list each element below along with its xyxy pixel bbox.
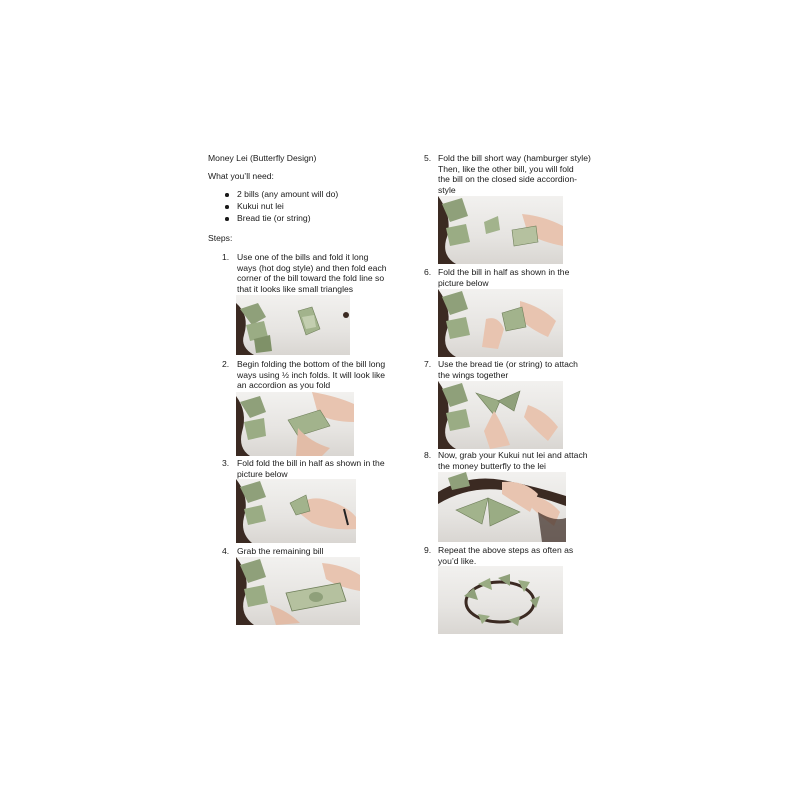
material-item: Bread tie (or string) [237, 213, 311, 223]
step-text-line: style [438, 184, 456, 195]
step-text-line: Begin folding the bottom of the bill long [237, 359, 386, 369]
step-text-line: Now, grab your Kukui nut lei and attach [438, 450, 588, 460]
step-text-line: Then, like the other bill, you will fold [438, 163, 574, 174]
step-text-line: you’d like. [438, 555, 477, 566]
bullet-icon [225, 217, 229, 221]
step-text-line: ways (hot dog style) and then fold each [237, 262, 387, 273]
step-5-photo [438, 196, 563, 264]
step-2-photo [236, 392, 354, 456]
step-text-line: the wings together [438, 369, 509, 380]
step-number: 6. [424, 267, 432, 277]
step-3-photo [236, 479, 356, 543]
material-item: 2 bills (any amount will do) [237, 189, 339, 199]
step-text-line: the money butterfly to the lei [438, 460, 546, 471]
materials-heading: What you’ll need: [208, 171, 274, 181]
step-text-line: Fold the bill short way (hamburger style) [438, 153, 591, 163]
step-text-line: Fold fold the bill in half as shown in the [237, 458, 385, 468]
step-text-line: picture below [237, 468, 288, 479]
step-number: 5. [424, 153, 432, 163]
step-text-line: Use one of the bills and fold it long [237, 252, 369, 262]
step-text-line: Grab the remaining bill [237, 546, 324, 556]
step-1-photo [236, 295, 350, 355]
step-text-line: Fold the bill in half as shown in the [438, 267, 570, 277]
step-text-line: picture below [438, 277, 489, 288]
step-text-line: Use the bread tie (or string) to attach [438, 359, 578, 369]
step-text-line: ways using ½ inch folds. It will look like [237, 369, 386, 380]
step-text-line: corner of the bill toward the fold line so [237, 273, 385, 284]
step-text-line: an accordion as you fold [237, 380, 331, 391]
step-8-photo [438, 472, 566, 542]
step-number: 3. [222, 458, 230, 468]
step-number: 2. [222, 359, 230, 369]
step-number: 9. [424, 545, 432, 555]
step-text-line: that it looks like small triangles [237, 283, 354, 294]
document-title: Money Lei (Butterfly Design) [208, 153, 317, 163]
step-7-photo [438, 381, 563, 449]
step-number: 4. [222, 546, 230, 556]
step-number: 1. [222, 252, 230, 262]
step-number: 8. [424, 450, 432, 460]
step-9-photo [438, 566, 563, 634]
steps-heading: Steps: [208, 233, 233, 243]
bullet-icon [225, 193, 229, 197]
bullet-icon [225, 205, 229, 209]
step-6-photo [438, 289, 563, 357]
material-item: Kukui nut lei [237, 201, 284, 211]
step-text-line: the bill on the closed side accordion- [438, 174, 578, 185]
step-number: 7. [424, 359, 432, 369]
step-text-line: Repeat the above steps as often as [438, 545, 574, 555]
step-4-photo [236, 557, 360, 625]
